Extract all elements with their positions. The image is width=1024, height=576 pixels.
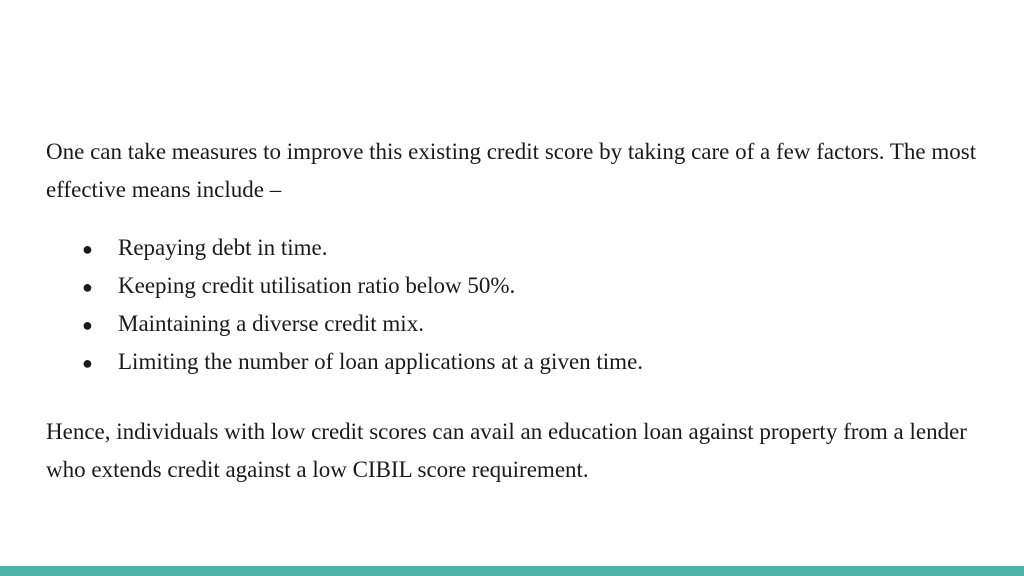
bullet-icon: ● bbox=[82, 353, 93, 373]
bullet-list bbox=[46, 229, 996, 381]
bullet-text: Maintaining a diverse credit mix. bbox=[118, 311, 424, 336]
footer-accent-bar bbox=[0, 566, 1024, 576]
bullet-text: Keeping credit utilisation ratio below 50%. bbox=[118, 273, 516, 298]
intro-paragraph: One can take measures to improve this existing credit score by taking care of a few factors. The most effective means include – bbox=[46, 139, 977, 202]
list-item bbox=[46, 343, 996, 381]
bullet-text: Repaying debt in time. bbox=[118, 235, 328, 260]
closing-paragraph: Hence, individuals with low credit scores can avail an education loan against property from a lender who extends credit against a low CIBIL score requirement. bbox=[46, 419, 967, 482]
bullet-icon: ● bbox=[82, 277, 93, 297]
bullet-icon: ● bbox=[82, 239, 93, 259]
bullet-icon: ● bbox=[82, 315, 93, 335]
list-item bbox=[46, 229, 996, 267]
bullet-text: Limiting the number of loan applications at a given time. bbox=[118, 349, 644, 374]
list-item bbox=[46, 267, 996, 305]
list-item bbox=[46, 305, 996, 343]
slide-content bbox=[46, 133, 996, 489]
